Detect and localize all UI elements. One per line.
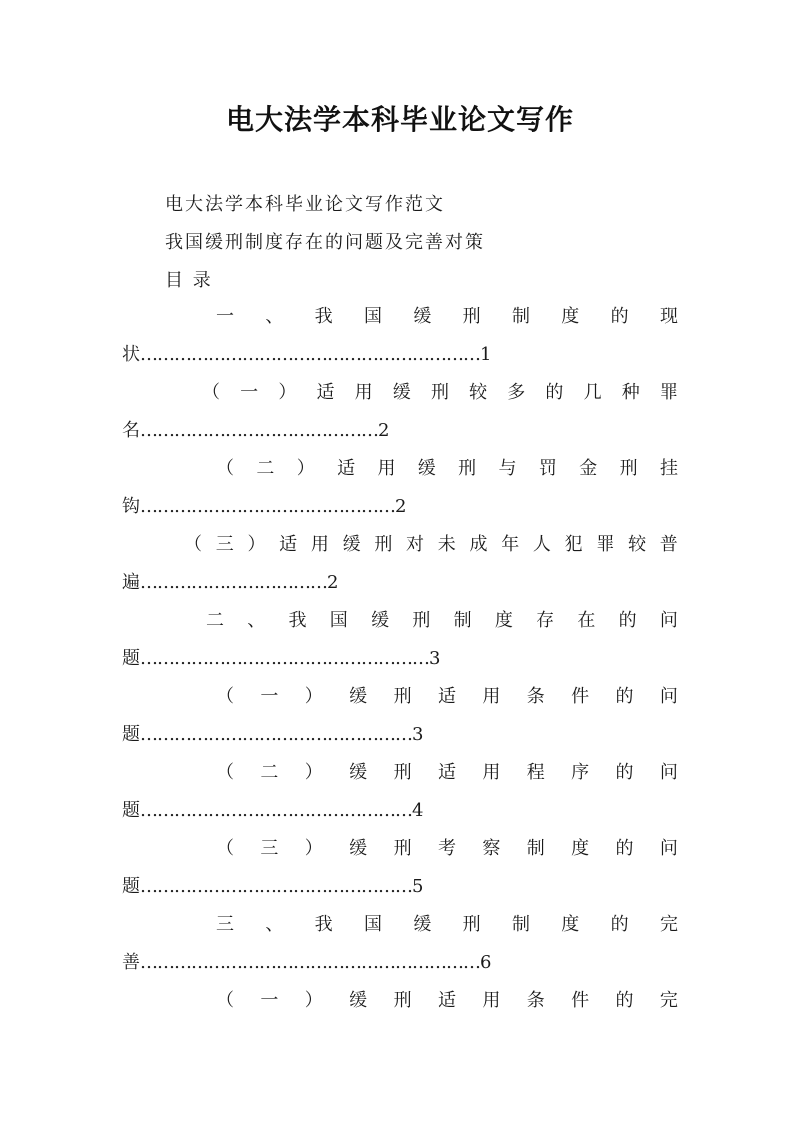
toc-entry[interactable] (122, 976, 678, 1052)
toc-heading: 目 录 (165, 270, 213, 291)
toc-title-char: 用 (377, 458, 396, 479)
toc-title-char: 度 (494, 610, 513, 631)
toc-title-char: （ (216, 838, 234, 859)
toc-title-char: ） (247, 534, 266, 555)
toc-title-char: 察 (482, 838, 501, 859)
toc-title-char: 条 (526, 990, 545, 1011)
toc-entry-continuation (122, 796, 423, 822)
toc-title-tail: 题 (122, 800, 140, 821)
toc-title-char: 的 (610, 914, 629, 935)
toc-title-char: （ (202, 382, 220, 403)
toc-title-char: 缓 (417, 458, 436, 479)
toc-title-char: （ (184, 534, 202, 555)
toc-title-tail: 钩 (122, 496, 140, 517)
toc-title-char: 存 (536, 610, 555, 631)
toc-page-number: 4 (412, 800, 424, 821)
toc-title-tail: 题 (122, 876, 140, 897)
toc-leader-dots: …………………………………… (140, 420, 378, 441)
toc-title-char: 条 (526, 686, 545, 707)
toc-title-char: 问 (659, 762, 678, 783)
toc-title-char: 三 (216, 914, 234, 935)
toc-title-char: 刑 (458, 458, 477, 479)
toc-title-char: ） (304, 686, 323, 707)
toc-title-char: 制 (511, 914, 530, 935)
toc-title-char: 缓 (349, 990, 368, 1011)
toc-title-char: 适 (279, 534, 298, 555)
toc-leader-dots: ………………………………………… (140, 876, 412, 897)
toc-title-char: （ (216, 990, 234, 1011)
toc-entry-continuation (122, 872, 423, 898)
toc-title-char: ） (304, 990, 323, 1011)
toc-entry-title (216, 758, 678, 784)
toc-title-char: 件 (571, 990, 590, 1011)
toc-title-char: 与 (498, 458, 517, 479)
toc-title-char: 我 (314, 914, 333, 935)
toc-entry-title (216, 910, 678, 936)
toc-title-char: 的 (615, 762, 634, 783)
toc-entry-continuation (122, 416, 389, 442)
toc-title-char: 犯 (564, 534, 583, 555)
toc-entry-title (184, 530, 678, 556)
toc-leader-dots: ……………………………………… (140, 496, 395, 517)
toc-title-tail: 善 (122, 952, 140, 973)
toc-leader-dots: …………………………………………… (140, 648, 429, 669)
toc-title-char: 问 (659, 610, 678, 631)
toc-title-char: 、 (247, 610, 266, 631)
toc-title-char: 的 (545, 382, 564, 403)
toc-title-char: 适 (437, 762, 456, 783)
toc-title-char: 缓 (349, 686, 368, 707)
toc-page-number: 5 (412, 876, 424, 897)
toc-title-char: 刑 (462, 914, 481, 935)
toc-title-char: 用 (482, 762, 501, 783)
toc-title-char: 缓 (342, 534, 361, 555)
toc-leader-dots: ………………………………………… (140, 724, 412, 745)
toc-page-number: 1 (480, 344, 492, 365)
toc-title-char: 二 (206, 610, 224, 631)
toc-entry-continuation (122, 644, 440, 670)
toc-title-char: 完 (659, 990, 678, 1011)
document-title: 电大法学本科毕业论文写作 (225, 103, 574, 136)
toc-title-char: 较 (628, 534, 647, 555)
toc-title-tail: 题 (122, 724, 140, 745)
toc-title-char: 刑 (619, 458, 638, 479)
toc-title-char: 刑 (393, 838, 412, 859)
table-of-contents (122, 292, 678, 1052)
toc-entry-continuation (122, 720, 423, 746)
toc-title-char: 缓 (413, 306, 432, 327)
toc-title-char: 度 (571, 838, 590, 859)
toc-entry[interactable] (122, 672, 678, 748)
toc-title-char: 刑 (412, 610, 431, 631)
toc-page-number: 2 (378, 420, 390, 441)
toc-title-char: 一 (260, 686, 279, 707)
toc-entry-continuation (122, 948, 491, 974)
toc-title-char: 适 (437, 686, 456, 707)
toc-entry[interactable] (122, 368, 678, 444)
toc-entry[interactable] (122, 824, 678, 900)
toc-entry[interactable] (122, 900, 678, 976)
toc-leader-dots: …………………………………………………… (140, 952, 480, 973)
intro-line-1: 电大法学本科毕业论文写作范文 (165, 194, 445, 215)
toc-title-char: 多 (507, 382, 526, 403)
toc-title-char: 成 (469, 534, 488, 555)
toc-leader-dots: ………………………………………… (140, 800, 412, 821)
toc-entry[interactable] (122, 596, 678, 672)
toc-title-char: 、 (265, 914, 284, 935)
toc-title-char: 的 (618, 610, 637, 631)
toc-entry-title (216, 454, 678, 480)
toc-entry-title (216, 682, 678, 708)
toc-title-char: 刑 (462, 306, 481, 327)
toc-title-char: 度 (561, 914, 580, 935)
toc-title-char: （ (216, 458, 234, 479)
toc-title-char: 问 (659, 838, 678, 859)
toc-title-tail: 名 (122, 420, 140, 441)
toc-title-char: 刑 (393, 990, 412, 1011)
toc-title-char: 国 (329, 610, 348, 631)
toc-title-char: 未 (437, 534, 456, 555)
toc-entry[interactable] (122, 292, 678, 368)
toc-title-char: 考 (437, 838, 456, 859)
toc-title-char: 刑 (430, 382, 449, 403)
toc-title-char: 罪 (596, 534, 615, 555)
toc-page-number: 6 (480, 952, 492, 973)
toc-title-char: 较 (469, 382, 488, 403)
toc-title-char: 国 (363, 914, 382, 935)
toc-page-number: 2 (327, 572, 339, 593)
toc-title-char: 刑 (393, 686, 412, 707)
toc-title-char: 三 (260, 838, 279, 859)
toc-title-char: 缓 (349, 762, 368, 783)
toc-title-char: 一 (260, 990, 279, 1011)
toc-title-tail: 遍 (122, 572, 140, 593)
toc-title-char: 制 (453, 610, 472, 631)
toc-title-char: 三 (215, 534, 234, 555)
toc-title-char: 制 (511, 306, 530, 327)
toc-title-char: （ (216, 762, 234, 783)
toc-title-char: 我 (314, 306, 333, 327)
toc-title-char: 的 (615, 686, 634, 707)
toc-leader-dots: …………………………………………………… (140, 344, 480, 365)
toc-title-tail: 题 (122, 648, 140, 669)
toc-entry-title (216, 834, 678, 860)
toc-title-tail: 状 (122, 344, 140, 365)
toc-title-char: 、 (265, 306, 284, 327)
toc-title-char: 一 (240, 382, 259, 403)
toc-title-char: 国 (363, 306, 382, 327)
toc-title-char: 件 (571, 686, 590, 707)
toc-title-char: 用 (354, 382, 373, 403)
toc-entry-continuation (122, 492, 406, 518)
toc-title-char: 缓 (349, 838, 368, 859)
toc-title-char: 用 (482, 686, 501, 707)
toc-title-char: 适 (437, 990, 456, 1011)
toc-title-char: 用 (482, 990, 501, 1011)
toc-leader-dots: …………………………… (140, 572, 327, 593)
toc-title-char: 普 (659, 534, 678, 555)
toc-entry-title (206, 606, 678, 632)
toc-page-number: 3 (412, 724, 424, 745)
toc-title-char: 的 (610, 306, 629, 327)
toc-title-char: 在 (577, 610, 596, 631)
toc-title-char: 罪 (659, 382, 678, 403)
toc-title-char: 对 (406, 534, 425, 555)
toc-entry-continuation (122, 340, 491, 366)
toc-title-char: 我 (288, 610, 307, 631)
toc-entry[interactable] (122, 748, 678, 824)
toc-title-char: 二 (256, 458, 275, 479)
toc-title-char: 的 (615, 990, 634, 1011)
toc-title-char: 缓 (392, 382, 411, 403)
toc-title-char: 制 (526, 838, 545, 859)
toc-title-char: 序 (571, 762, 590, 783)
toc-entry[interactable] (122, 520, 678, 596)
toc-title-char: 罚 (538, 458, 557, 479)
intro-line-2: 我国缓刑制度存在的问题及完善对策 (165, 232, 485, 253)
toc-title-char: 的 (615, 838, 634, 859)
toc-title-char: 金 (579, 458, 598, 479)
toc-title-char: ） (278, 382, 297, 403)
toc-title-char: 完 (659, 914, 678, 935)
toc-title-char: 一 (216, 306, 234, 327)
toc-title-char: ） (304, 838, 323, 859)
toc-entry-title (216, 986, 678, 1012)
toc-title-char: 缓 (413, 914, 432, 935)
toc-title-char: 适 (337, 458, 356, 479)
toc-title-char: 程 (526, 762, 545, 783)
toc-title-char: 刑 (393, 762, 412, 783)
toc-title-char: 人 (532, 534, 551, 555)
toc-title-char: ） (304, 762, 323, 783)
toc-title-char: 种 (621, 382, 640, 403)
toc-title-char: 现 (659, 306, 678, 327)
toc-title-char: ） (296, 458, 315, 479)
toc-title-char: 缓 (371, 610, 390, 631)
toc-entry[interactable] (122, 444, 678, 520)
toc-title-char: 挂 (659, 458, 678, 479)
toc-entry-title (216, 302, 678, 328)
toc-page-number: 2 (395, 496, 407, 517)
toc-entry-continuation (122, 568, 338, 594)
toc-entry-title (202, 378, 678, 404)
toc-title-char: 度 (561, 306, 580, 327)
toc-title-char: 二 (260, 762, 279, 783)
toc-title-char: 适 (316, 382, 335, 403)
toc-title-char: 刑 (374, 534, 393, 555)
toc-title-char: 几 (583, 382, 602, 403)
toc-title-char: 年 (501, 534, 520, 555)
toc-page-number: 3 (429, 648, 441, 669)
toc-title-char: （ (216, 686, 234, 707)
toc-title-char: 用 (310, 534, 329, 555)
toc-title-char: 问 (659, 686, 678, 707)
